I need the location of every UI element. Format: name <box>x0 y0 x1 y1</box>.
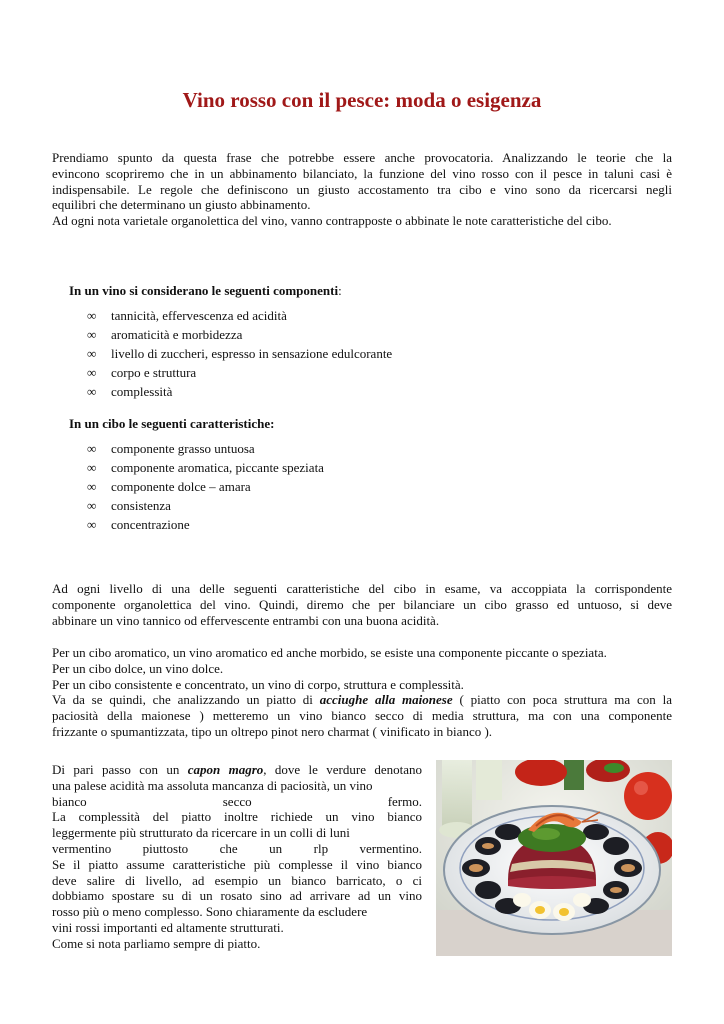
list-item <box>69 439 669 458</box>
body-text: Di pari passo con un <box>52 762 188 777</box>
list-item-text: concentrazione <box>111 516 190 532</box>
body-line: componente organolettica del vino. Quindi, diremo che per bilanciare un cibo grasso ed untuoso, si deve <box>52 596 672 612</box>
list-item-text: componente grasso untuosa <box>111 440 255 456</box>
wine-heading: In un vino si considerano le seguenti componenti <box>69 283 339 298</box>
body-line: una palese acidità ma assoluta mancanza di paciosità, un vino <box>52 777 373 793</box>
capon-lines <box>52 778 422 952</box>
food-section <box>69 416 669 534</box>
list-item-text: componente aromatica, piccante speziata <box>111 459 324 475</box>
food-heading: In un cibo le seguenti caratteristiche: <box>69 416 275 431</box>
infinity-bullet-icon: ∞ <box>87 326 97 342</box>
wine-list <box>69 306 669 401</box>
list-item <box>69 306 669 325</box>
body-line <box>52 762 422 778</box>
body-line: rosso più o meno complesso. Sono chiaramente da escludere <box>52 904 368 920</box>
list-item-text: aromaticità e morbidezza <box>111 326 243 342</box>
body-line: Per un cibo aromatico, un vino aromatico ed anche morbido, se esiste una componente piccante o speziata. <box>52 645 607 660</box>
body-line: Per un cibo consistente e concentrato, un vino di corpo, struttura e complessità. <box>52 676 464 692</box>
infinity-bullet-icon: ∞ <box>87 497 97 513</box>
body-line: Per un cibo dolce, un vino dolce. <box>52 660 224 676</box>
body-line: frizzante o spumantizzata, tipo un oltrepo pinot nero charmat ( vinificato in bianco ). <box>52 723 493 739</box>
body-line: bianco secco fermo. <box>52 793 422 809</box>
body-text: ( piatto con poca struttura ma con la <box>452 692 672 708</box>
infinity-bullet-icon: ∞ <box>87 307 97 323</box>
capon-magro-dish-image <box>436 760 672 956</box>
intro-line: evincono scopriremo che in un abbinamento bilanciato, la funzione del vino rosso con il pesce in taluni casi è <box>52 165 672 181</box>
body-line: La complessità del piatto inoltre richiede un vino bianco <box>52 809 422 825</box>
intro-line: indispensabile. Le regole che definiscono un giusto accostamento tra cibo e vino sono da ricercarsi negli <box>52 181 672 197</box>
dish-photo <box>436 760 672 956</box>
body-line <box>52 692 672 708</box>
body-line: Ad ogni livello di una delle seguenti caratteristiche del cibo in esame, va accoppiata la corrispondente <box>52 581 672 596</box>
list-item <box>69 325 669 344</box>
body-line: dobbiamo spostare su di un rosato sino ad arrivare ad un vino <box>52 888 422 904</box>
infinity-bullet-icon: ∞ <box>87 459 97 475</box>
body-paragraph-2 <box>52 645 672 740</box>
infinity-bullet-icon: ∞ <box>87 478 97 494</box>
body-line: vermentino piuttosto che un rlp vermentino. <box>52 840 422 856</box>
body-text: , dove le verdure denotano <box>263 762 422 777</box>
body-line: leggermente più strutturato da ricercare in un colli di luni <box>52 825 350 841</box>
body-line: deve salire di livello, ad esempio un bianco barricato, o ci <box>52 872 422 888</box>
dish-name-acciughe: acciughe alla maionese <box>319 692 453 708</box>
list-item-text: corpo e struttura <box>111 364 197 380</box>
page-title: Vino rosso con il pesce: moda o esigenza <box>182 88 542 112</box>
wine-section <box>69 283 669 401</box>
capon-paragraph <box>52 762 422 952</box>
list-item-text: componente dolce – amara <box>111 478 251 494</box>
list-item <box>69 344 669 363</box>
infinity-bullet-icon: ∞ <box>87 440 97 456</box>
list-item <box>69 363 669 382</box>
list-item-text: complessità <box>111 383 173 399</box>
infinity-bullet-icon: ∞ <box>87 383 97 399</box>
infinity-bullet-icon: ∞ <box>87 516 97 532</box>
list-item <box>69 496 669 515</box>
body-line: paciosità della maionese ) metteremo un vino bianco secco di media struttura, ma con una componente <box>52 708 672 724</box>
body-paragraph-1 <box>52 581 672 628</box>
list-item-text: tannicità, effervescenza ed acidità <box>111 307 287 323</box>
body-line: Come si nota parliamo sempre di piatto. <box>52 935 261 951</box>
body-line: Se il piatto assume caratteristiche più complesse il vino bianco <box>52 856 422 872</box>
infinity-bullet-icon: ∞ <box>87 345 97 361</box>
list-item <box>69 515 669 534</box>
list-item <box>69 382 669 401</box>
body-line: vini rossi importanti ed altamente strutturati. <box>52 919 284 935</box>
list-item <box>69 477 669 496</box>
list-item-text: consistenza <box>111 497 171 513</box>
food-list <box>69 439 669 534</box>
wine-heading-colon: : <box>338 283 342 298</box>
list-item-text: livello di zuccheri, espresso in sensazione edulcorante <box>111 345 393 361</box>
wine-heading-row <box>69 283 669 299</box>
intro-paragraph <box>52 150 672 229</box>
list-item <box>69 458 669 477</box>
infinity-bullet-icon: ∞ <box>87 364 97 380</box>
intro-line-2: Ad ogni nota varietale organolettica del vino, vanno contrapposte o abbinate le note caratteristiche del cibo. <box>52 213 612 229</box>
intro-line: Prendiamo spunto da questa frase che potrebbe essere anche provocatoria. Analizzando le teorie che la <box>52 150 672 165</box>
dish-name-capon: capon magro <box>187 762 264 777</box>
body-line: abbinare un vino tannico od effervescente entrambi con una buona acidità. <box>52 612 440 628</box>
body-text: Va da se quindi, che analizzando un piatto di <box>52 692 320 708</box>
intro-line: equilibri che determinano un giusto abbinamento. <box>52 197 311 213</box>
